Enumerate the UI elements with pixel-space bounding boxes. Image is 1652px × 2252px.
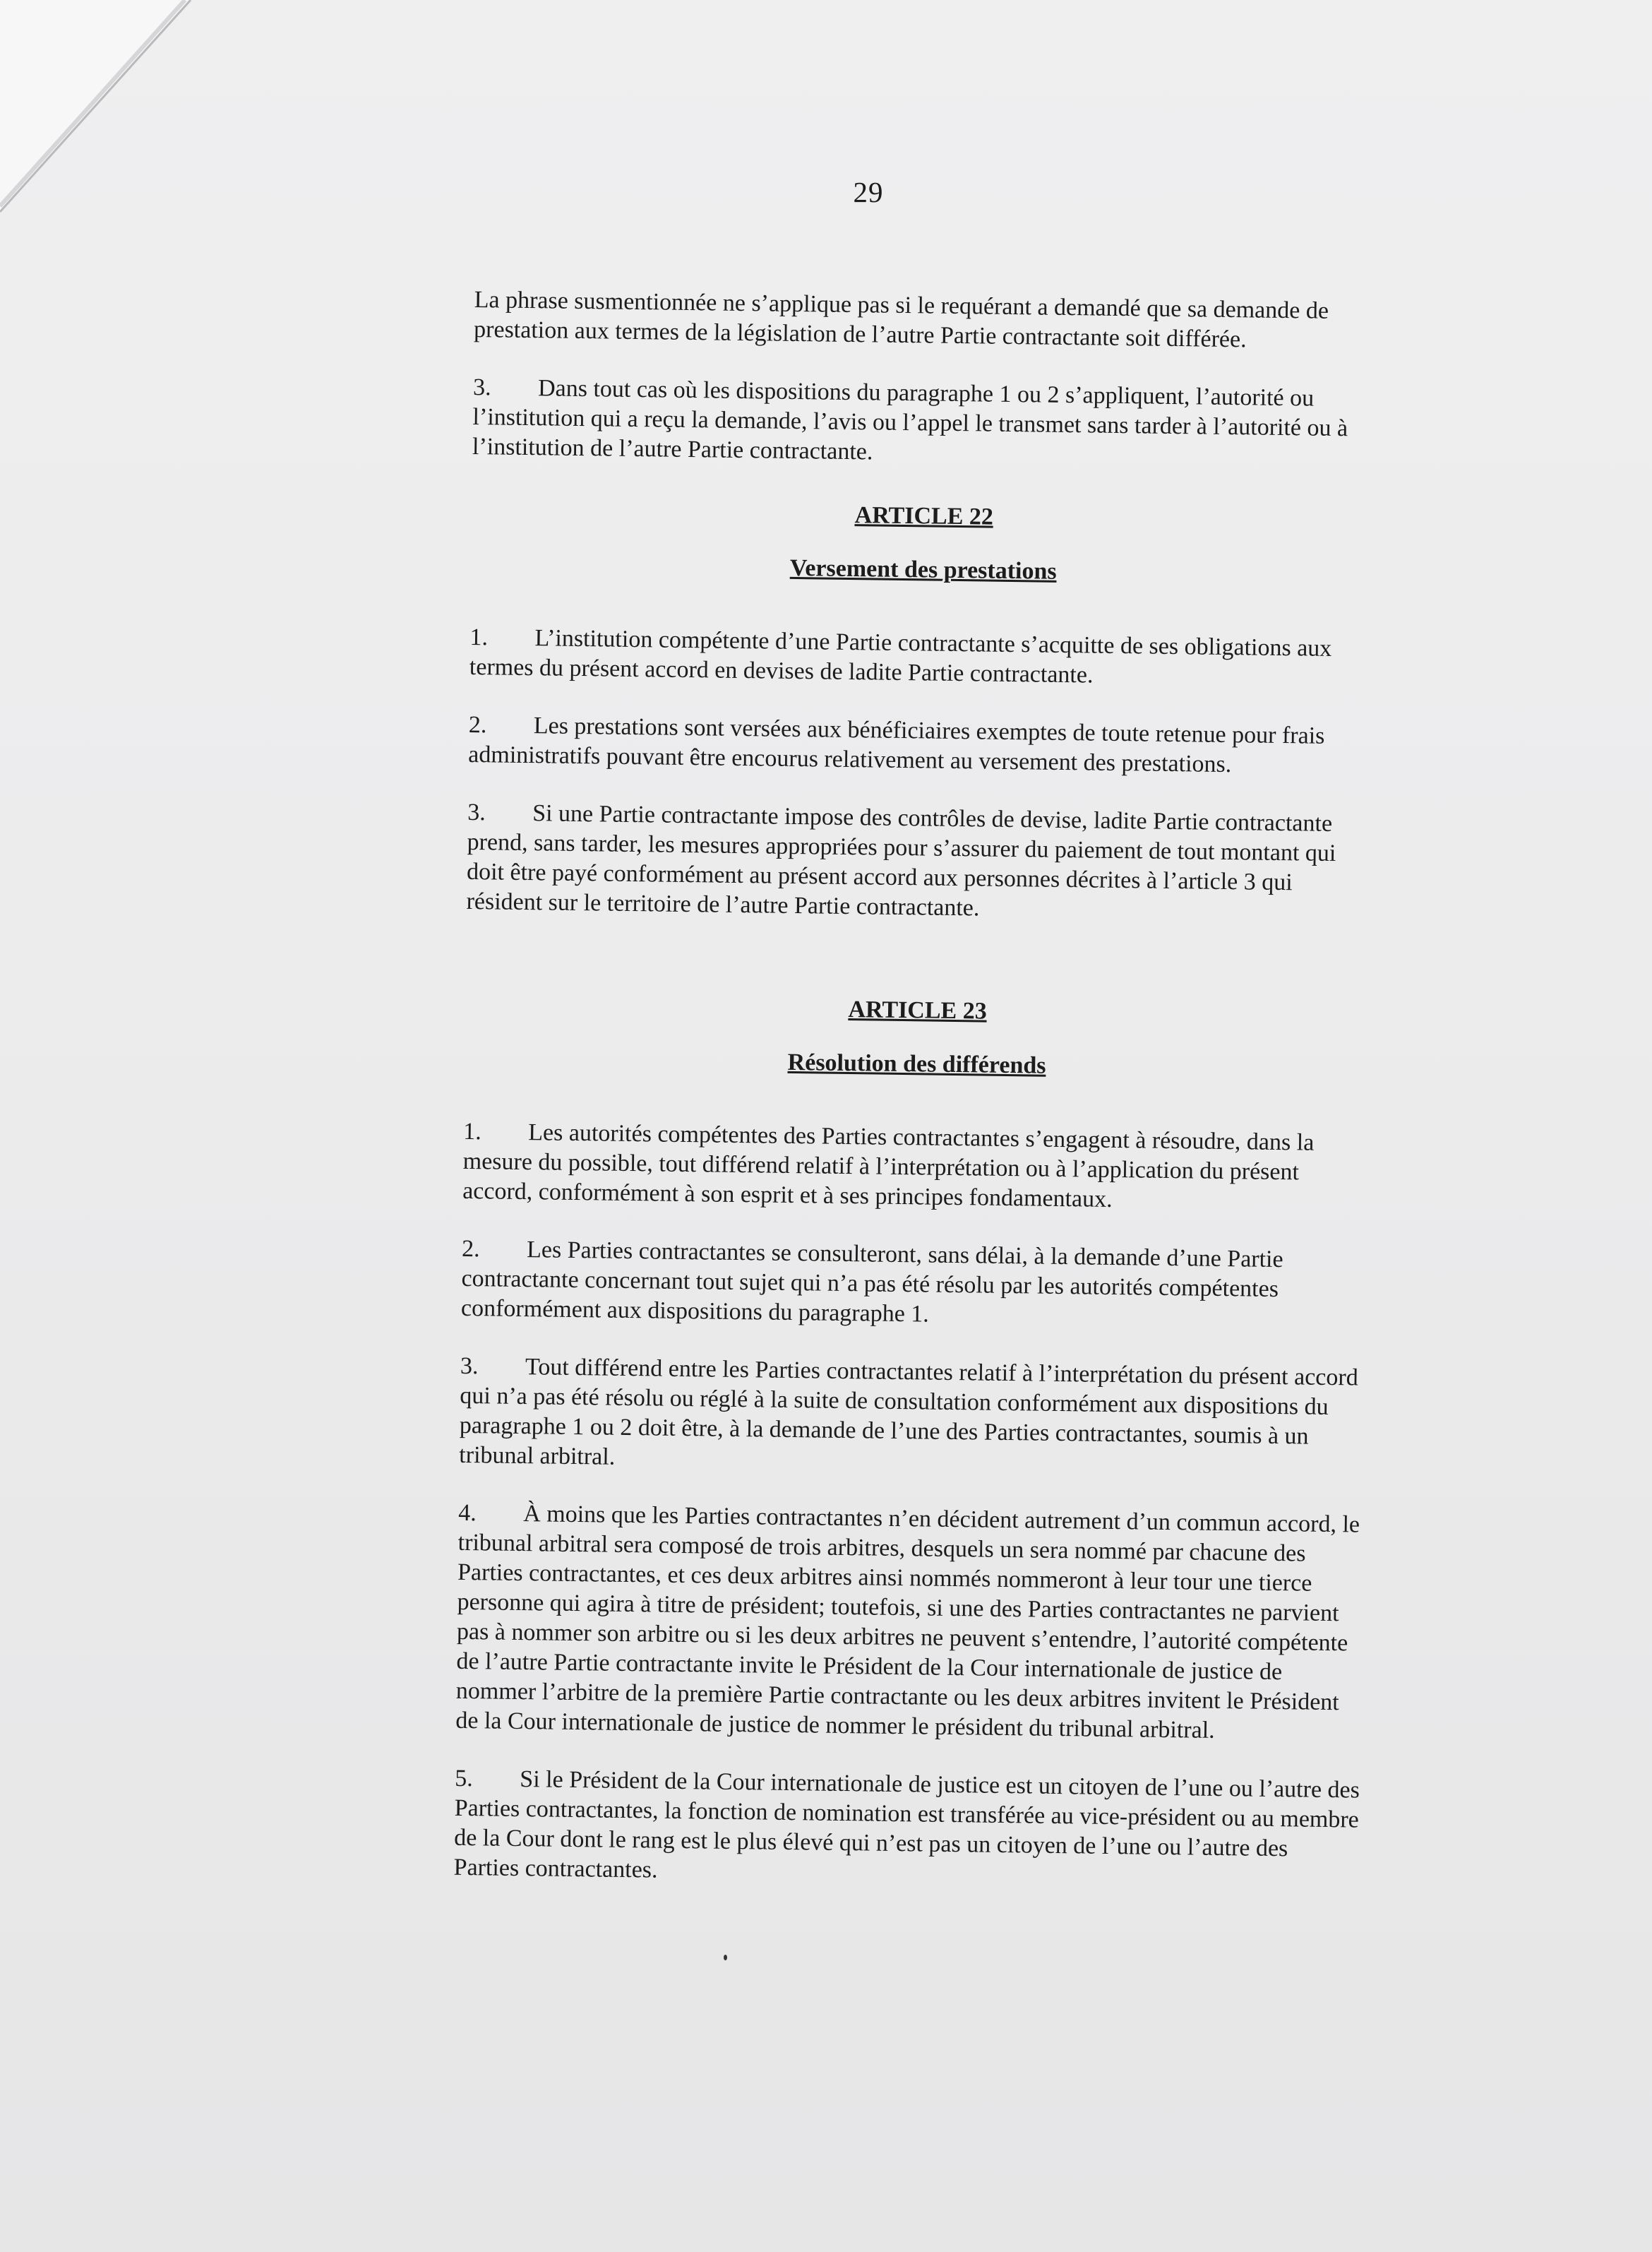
ink-speck [724,1955,727,1960]
paragraph-number: 3. [467,799,486,826]
paragraph [459,1352,1365,1482]
paragraph-number: 5. [455,1765,474,1792]
paragraph-number: 4. [458,1499,477,1527]
paragraph [462,1117,1369,1218]
paragraph-text: Tout différend entre les Parties contractantes relatif à l’interprétation du présent accord qui n’a pas été résolu ou réglé à la suite de consultation conformément aux dispositions du paragraphe 1 ou 2 doit être, à la demande de l’une des Parties contractantes, soumis à un tribunal arbitral. [459,1354,1358,1470]
paragraph-text: Dans tout cas où les dispositions du paragraphe 1 ou 2 s’appliquent, l’autorité ou l’institution qui a reçu la demande, l’avis ou l’appel le transmet sans tarder à l’autorité ou à l’institution de l’autre Partie contractante. [472,375,1348,465]
paragraph-text: Les prestations sont versées aux bénéficiaires exemptes de toute retenue pour frais administratifs pouvant être encourus relativement au versement des prestations. [468,713,1325,778]
paragraph [461,1234,1367,1335]
paragraph [472,373,1379,474]
paragraph [455,1499,1363,1748]
paragraph-text: Les autorités compétentes des Parties contractantes s’engagent à résoudre, dans la mesure du possible, tout différend relatif à l’interprétation ou à l’application du présent accord, conformément à son esprit et à ses principes fondamentaux. [462,1119,1315,1213]
article-subtitle: Résolution des différends [787,1049,1046,1079]
paragraph-number: 1. [463,1118,482,1145]
document-body [453,285,1379,1923]
paragraph [469,623,1375,694]
paragraph-text: L’institution compétente d’une Partie contractante s’acquitte de ses obligations aux termes du présent accord en devises de ladite Partie contractante. [469,625,1332,689]
page-number: 29 [853,176,884,208]
paragraph-text: À moins que les Parties contractantes n’en décident autrement d’un commun accord, le tribunal arbitral sera composé de trois arbitres, desquels un sera nommé par chacune des Parties contractantes, et ces deux arbitres ainsi nommés nommeront à leur tour une tierce personne qui agira à titre de président; toutefois, si une des Parties contractantes ne parvient pas à nommer son arbitre ou si les deux arbitres ne peuvent s’entendre, l’autorité compétente de l’autre Partie contractante invite le Président de la Cour internationale de justice de nommer l’arbitre de la première Partie contractante ou les deux arbitres invitent le Président de la Cour internationale de justice de nommer le président du tribunal arbitral. [455,1501,1360,1744]
paragraph-number: 2. [461,1235,480,1263]
paragraph [466,798,1372,929]
paragraph-number: 1. [469,624,489,651]
article-title: ARTICLE 22 [854,502,994,530]
paragraph-text: Si une Partie contractante impose des contrôles de devise, ladite Partie contractante prend, sans tarder, les mesures appropriées pour s’assurer du paiement de tout montant qui doit être payé conformément au présent accord aux personnes décrites à l’article 3 qui résident sur le territoire de l’autre Partie contractante. [466,800,1336,922]
paragraph-number: 3. [472,374,491,401]
paragraph [453,1764,1360,1895]
article-subtitle: Versement des prestations [789,554,1057,585]
article-title: ARTICLE 23 [848,996,987,1025]
paragraph-number: 2. [468,711,487,739]
paragraph-number: 3. [460,1352,479,1380]
paragraph [468,710,1374,782]
paragraph-text: Si le Président de la Cour internationale de justice est un citoyen de l’une ou l’autre des Parties contractantes, la fonction de nomination est transférée au vice-président ou au membre de la Cour dont le rang est le plus élevé qui n’est pas un citoyen de l’une ou l’autre des Parties contractantes. [453,1766,1360,1883]
intro-paragraph: La phrase susmentionnée ne s’applique pas si le requérant a demandé que sa demande de prestation aux termes de la législation de l’autre Partie contractante soit différée. [473,286,1329,353]
paragraph-text: Les Parties contractantes se consulteront, sans délai, à la demande d’une Partie contractante concernant tout sujet qui n’a pas été résolu par les autorités compétentes conformément aux dispositions du paragraphe 1. [460,1237,1283,1328]
